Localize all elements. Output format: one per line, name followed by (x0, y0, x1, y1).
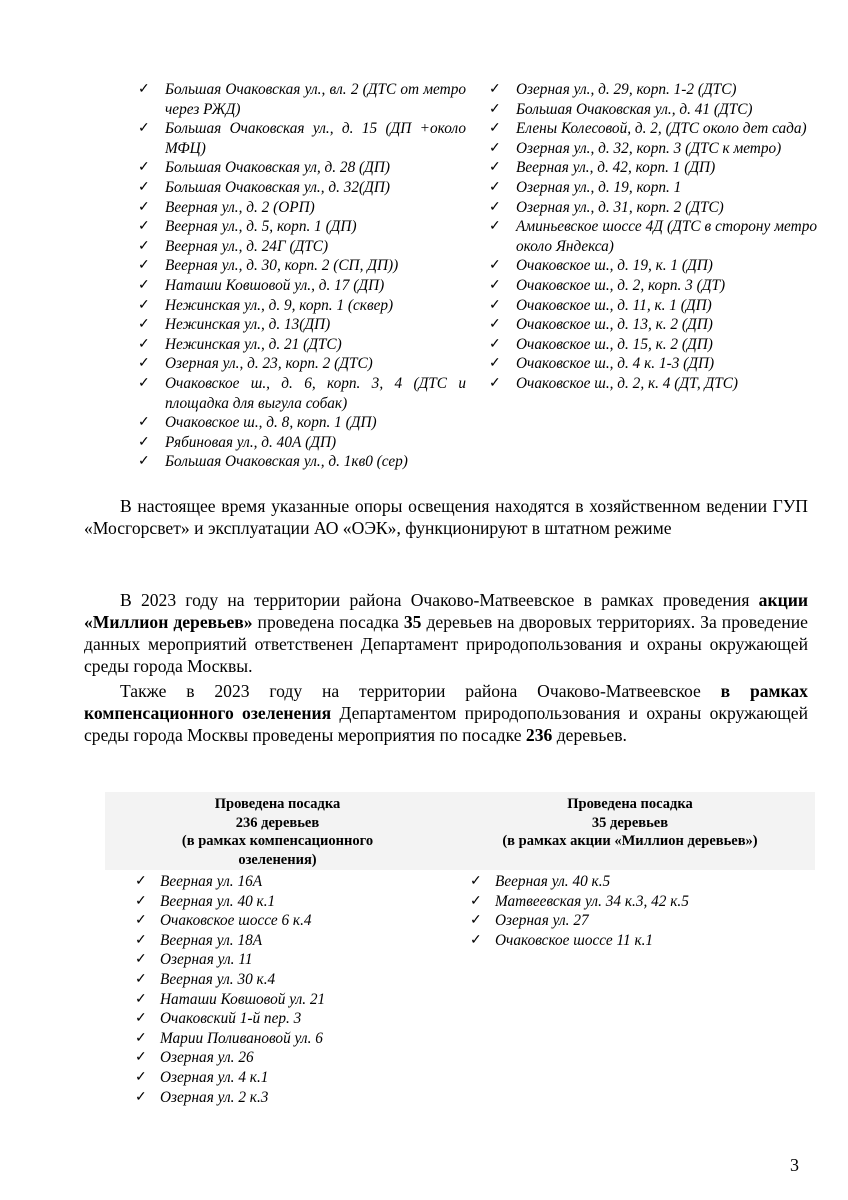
compensation-item (135, 872, 455, 892)
check-mark-icon: ✓ (489, 375, 501, 391)
lighting-left-item-text: Озерная ул., д. 23, корп. 2 (ДТС) (165, 355, 373, 373)
lighting-right-item-text: Елены Колесовой, д. 2, (ДТС около дет сада) (516, 120, 807, 138)
compensation-item (135, 1029, 455, 1049)
lighting-left-item-text: Нежинская ул., д. 9, корп. 1 (сквер) (165, 296, 394, 314)
check-mark-icon: ✓ (489, 317, 501, 333)
lighting-left-item (138, 80, 466, 119)
lighting-left-item-text: Очаковское ш., д. 8, корп. 1 (ДП) (165, 414, 377, 432)
compensation-item-text: Наташи Ковшовой ул. 21 (160, 990, 326, 1008)
paragraph-lighting-status-text: В настоящее время указанные опоры освещения находятся в хозяйственном ведении ГУП «Мосгорсвет» и эксплуатации АО «ОЭК», функционируют в штатном режиме (84, 496, 808, 538)
lighting-right-item-text: Очаковское ш., д. 15, к. 2 (ДП) (516, 335, 713, 353)
check-mark-icon: ✓ (489, 101, 501, 117)
lighting-left-item (138, 256, 466, 276)
lighting-left-item-text: Веерная ул., д. 5, корп. 1 (ДП) (165, 218, 357, 236)
paragraph-compensation-bold2: 236 (525, 725, 553, 745)
paragraph-compensation-bold1: в рамках компенсационного озеленения (84, 681, 808, 723)
check-mark-icon: ✓ (135, 893, 147, 909)
check-mark-icon: ✓ (489, 219, 501, 235)
check-mark-icon: ✓ (138, 219, 150, 235)
lighting-left-item-text: Большая Очаковская ул., д. 1кв0 (сер) (165, 453, 408, 471)
compensation-item (135, 911, 455, 931)
paragraph-million-trees-bold1: акции «Миллион деревьев» (84, 590, 808, 632)
lighting-right-item (489, 158, 817, 178)
check-mark-icon: ✓ (489, 297, 501, 313)
million-trees-item-text: Озерная ул. 27 (495, 912, 589, 930)
check-mark-icon: ✓ (135, 874, 147, 889)
check-mark-icon: ✓ (138, 160, 150, 176)
compensation-item-text: Веерная ул. 18А (160, 931, 263, 949)
lighting-left-item (138, 237, 466, 257)
million-trees-item (470, 911, 800, 931)
check-mark-icon: ✓ (470, 932, 482, 948)
lighting-right-item (489, 315, 817, 335)
check-mark-icon: ✓ (138, 434, 150, 450)
check-mark-icon: ✓ (489, 258, 501, 274)
lighting-right-item-text: Очаковское ш., д. 11, к. 1 (ДП) (516, 296, 712, 314)
million-trees-item-text: Веерная ул. 40 к.5 (495, 873, 611, 890)
paragraph-compensation-part3: деревьев. (552, 725, 627, 745)
compensation-item (135, 1088, 455, 1108)
check-mark-icon: ✓ (138, 238, 150, 254)
check-mark-icon: ✓ (138, 179, 150, 195)
lighting-left-item (138, 315, 466, 335)
check-mark-icon: ✓ (489, 336, 501, 352)
compensation-item-text: Очаковский 1-й пер. 3 (160, 1010, 302, 1028)
header-line: (в рамках акции «Миллион деревьев») (502, 833, 758, 849)
lighting-right-item-text: Большая Очаковская ул., д. 41 (ДТС) (516, 100, 753, 118)
lighting-right-item (489, 139, 817, 159)
lighting-right-item-text: Озерная ул., д. 29, корп. 1-2 (ДТС) (516, 81, 737, 98)
header-line: 236 деревьев (235, 814, 320, 831)
paragraph-million-trees-part3: деревьев на дворовых территориях. За проведение данных мероприятий ответственен Департамент природопользования и охраны окружающей среды города Москвы. (84, 612, 808, 676)
million-trees-item-text: Очаковское шоссе 11 к.1 (495, 931, 654, 949)
lighting-list-right (489, 80, 817, 394)
check-mark-icon: ✓ (470, 893, 482, 909)
compensation-item (135, 970, 455, 990)
paragraph-million-trees-part1: В 2023 году на территории района Очаково-Матвеевское в рамках проведения (120, 590, 759, 610)
check-mark-icon: ✓ (489, 121, 501, 137)
lighting-right-item-text: Очаковское ш., д. 13, к. 2 (ДП) (516, 316, 713, 334)
compensation-item-text: Озерная ул. 2 к.3 (160, 1088, 269, 1106)
lighting-right-item-text: Аминьевское шоссе 4Д (ДТС в сторону метро около Яндекса) (516, 218, 817, 255)
check-mark-icon: ✓ (138, 258, 150, 274)
lighting-right-item (489, 354, 817, 374)
paragraph-lighting-status (84, 495, 808, 539)
compensation-item-text: Озерная ул. 11 (160, 951, 253, 969)
lighting-left-item-text: Наташи Ковшовой ул., д. 17 (ДП) (165, 276, 385, 294)
lighting-left-item (138, 276, 466, 296)
header-line: Проведена посадка (567, 796, 693, 812)
check-mark-icon: ✓ (138, 454, 150, 470)
compensation-item-text: Озерная ул. 4 к.1 (160, 1068, 269, 1086)
lighting-left-item-text: Веерная ул., д. 30, корп. 2 (СП, ДП)) (165, 257, 399, 275)
compensation-item-text: Очаковское шоссе 6 к.4 (160, 912, 312, 930)
check-mark-icon: ✓ (489, 356, 501, 372)
check-mark-icon: ✓ (138, 199, 150, 215)
lighting-left-item (138, 217, 466, 237)
lighting-left-item (138, 452, 466, 472)
lighting-left-item (138, 158, 466, 178)
compensation-item (135, 950, 455, 970)
lighting-right-item (489, 335, 817, 355)
million-trees-item-text: Матвеевская ул. 34 к.3, 42 к.5 (495, 892, 689, 910)
lighting-right-item-text: Очаковское ш., д. 4 к. 1-3 (ДП) (516, 355, 715, 373)
header-line: 35 деревьев (591, 814, 669, 831)
check-mark-icon: ✓ (135, 1050, 147, 1066)
check-mark-icon: ✓ (138, 121, 150, 137)
lighting-left-item (138, 354, 466, 374)
lighting-right-item (489, 217, 817, 256)
lighting-right-item (489, 296, 817, 316)
compensation-item-text: Озерная ул. 26 (160, 1049, 254, 1067)
lighting-right-item (489, 276, 817, 296)
lighting-right-item (489, 80, 817, 100)
lighting-right-item-text: Очаковское ш., д. 2, к. 4 (ДТ, ДТС) (516, 374, 739, 392)
paragraph-million-trees-part2: проведена посадка (252, 612, 404, 632)
page-number: 3 (790, 1155, 799, 1175)
check-mark-icon: ✓ (138, 356, 150, 372)
lighting-right-item-text: Веерная ул., д. 42, корп. 1 (ДП) (516, 159, 716, 177)
check-mark-icon: ✓ (138, 415, 150, 431)
compensation-item (135, 1068, 455, 1088)
lighting-right-item (489, 100, 817, 120)
lighting-left-item (138, 296, 466, 316)
lighting-left-item-text: Большая Очаковская ул., д. 15 (ДП +около МФЦ) (165, 120, 466, 157)
lighting-right-item-text: Озерная ул., д. 19, корп. 1 (516, 178, 682, 196)
compensation-item (135, 1048, 455, 1068)
planting-table-header (105, 792, 815, 870)
compensation-item-text: Веерная ул. 40 к.1 (160, 892, 276, 910)
lighting-left-item (138, 374, 466, 413)
lighting-left-item (138, 433, 466, 453)
check-mark-icon: ✓ (138, 317, 150, 333)
million-trees-item (470, 892, 800, 912)
lighting-right-item-text: Озерная ул., д. 31, корп. 2 (ДТС) (516, 198, 724, 216)
header-line: Проведена посадка (214, 796, 341, 812)
check-mark-icon: ✓ (489, 82, 501, 97)
check-mark-icon: ✓ (489, 179, 501, 195)
table-header-compensation (125, 795, 430, 869)
check-mark-icon: ✓ (135, 1011, 147, 1027)
lighting-left-item-text: Большая Очаковская ул., д. 32(ДП) (165, 178, 391, 196)
lighting-left-item-text: Веерная ул., д. 2 (ОРП) (165, 198, 315, 216)
check-mark-icon: ✓ (135, 1069, 147, 1085)
table-header-million-trees (465, 795, 795, 851)
check-mark-icon: ✓ (489, 199, 501, 215)
paragraph-million-trees-bold2: 35 (403, 612, 422, 632)
check-mark-icon: ✓ (138, 375, 150, 391)
million-trees-planting-list (470, 872, 800, 950)
paragraph-million-trees (84, 589, 808, 677)
lighting-left-item (138, 119, 466, 158)
compensation-item-text: Марии Поливановой ул. 6 (160, 1029, 323, 1047)
lighting-left-item-text: Большая Очаковская ул., вл. 2 (ДТС от метро через РЖД) (165, 81, 466, 118)
lighting-left-item (138, 335, 466, 355)
lighting-left-item-text: Нежинская ул., д. 13(ДП) (165, 316, 331, 334)
lighting-right-item (489, 198, 817, 218)
check-mark-icon: ✓ (135, 932, 147, 948)
compensation-item-text: Веерная ул. 16А (160, 873, 263, 890)
compensation-item-text: Веерная ул. 30 к.4 (160, 970, 276, 988)
lighting-left-item-text: Очаковское ш., д. 6, корп. 3, 4 (ДТС и площадка для выгула собак) (165, 374, 466, 412)
check-mark-icon: ✓ (138, 336, 150, 352)
million-trees-item (470, 931, 800, 951)
check-mark-icon: ✓ (135, 991, 147, 1007)
lighting-left-item-text: Большая Очаковская ул, д. 28 (ДП) (165, 159, 391, 177)
lighting-left-item (138, 198, 466, 218)
check-mark-icon: ✓ (470, 913, 482, 929)
lighting-right-item-text: Очаковское ш., д. 2, корп. 3 (ДТ) (516, 276, 726, 294)
header-line: озеленения) (238, 851, 317, 868)
lighting-right-item-text: Озерная ул., д. 32, корп. 3 (ДТС к метро) (516, 139, 782, 157)
check-mark-icon: ✓ (138, 277, 150, 293)
check-mark-icon: ✓ (135, 913, 147, 929)
lighting-list-left (138, 80, 466, 472)
paragraph-compensation-planting (84, 680, 808, 746)
compensation-planting-list (135, 872, 455, 1107)
lighting-left-item (138, 413, 466, 433)
header-line: (в рамках компенсационного (181, 833, 374, 849)
lighting-right-item (489, 119, 817, 139)
million-trees-item (470, 872, 800, 892)
check-mark-icon: ✓ (489, 160, 501, 176)
check-mark-icon: ✓ (470, 874, 482, 889)
check-mark-icon: ✓ (135, 952, 147, 968)
check-mark-icon: ✓ (135, 1089, 147, 1105)
lighting-right-item (489, 178, 817, 198)
compensation-item (135, 1009, 455, 1029)
compensation-item (135, 931, 455, 951)
lighting-right-item-text: Очаковское ш., д. 19, к. 1 (ДП) (516, 257, 713, 275)
check-mark-icon: ✓ (135, 1030, 147, 1046)
check-mark-icon: ✓ (489, 277, 501, 293)
check-mark-icon: ✓ (489, 140, 501, 156)
check-mark-icon: ✓ (135, 971, 147, 987)
paragraph-compensation-part2: Департаментом природопользования и охраны окружающей среды города Москвы проведены мероприятия по посадке (84, 703, 808, 745)
check-mark-icon: ✓ (138, 297, 150, 313)
lighting-left-item-text: Веерная ул., д. 24Г (ДТС) (165, 237, 329, 255)
lighting-left-item-text: Нежинская ул., д. 21 (ДТС) (165, 335, 342, 353)
check-mark-icon: ✓ (138, 82, 150, 97)
lighting-right-item (489, 256, 817, 276)
compensation-item (135, 990, 455, 1010)
lighting-left-item-text: Рябиновая ул., д. 40А (ДП) (165, 433, 337, 451)
compensation-item (135, 892, 455, 912)
lighting-left-item (138, 178, 466, 198)
paragraph-compensation-part1: Также в 2023 году на территории района Очаково-Матвеевское (120, 681, 721, 701)
lighting-right-item (489, 374, 817, 394)
